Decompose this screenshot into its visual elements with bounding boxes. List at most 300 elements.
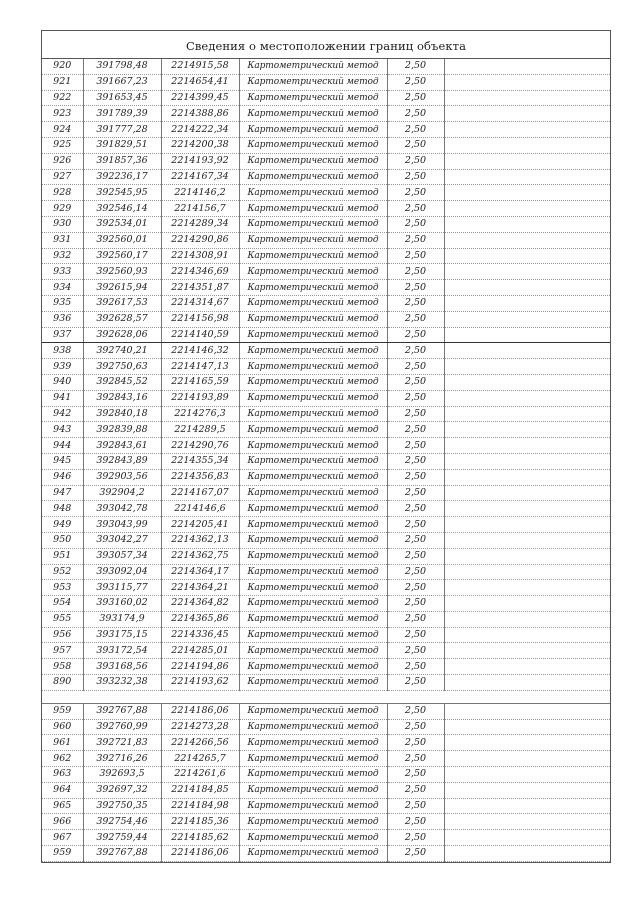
precision-cell: 2,50	[387, 374, 444, 390]
point-number: 928	[42, 185, 83, 201]
method-cell: Картометрический метод	[239, 232, 387, 248]
precision-cell: 2,50	[387, 453, 444, 469]
extra-cell	[444, 627, 610, 643]
method-cell: Картометрический метод	[239, 703, 387, 719]
extra-cell	[444, 501, 610, 517]
point-number: 953	[42, 580, 83, 596]
method-cell: Картометрический метод	[239, 280, 387, 296]
extra-cell	[444, 406, 610, 422]
table-row	[42, 390, 610, 406]
point-number: 950	[42, 532, 83, 548]
table-row	[42, 232, 610, 248]
y-coordinate: 2214185,62	[161, 830, 239, 846]
y-coordinate: 2214194,86	[161, 659, 239, 675]
precision-cell: 2,50	[387, 343, 444, 359]
method-cell: Картометрический метод	[239, 611, 387, 627]
method-cell: Картометрический метод	[239, 564, 387, 580]
method-cell: Картометрический метод	[239, 814, 387, 830]
method-cell: Картометрический метод	[239, 74, 387, 90]
method-cell: Картометрический метод	[239, 295, 387, 311]
extra-cell	[444, 485, 610, 501]
x-coordinate: 392697,32	[83, 782, 161, 798]
method-cell: Картометрический метод	[239, 406, 387, 422]
table-row	[42, 580, 610, 596]
method-cell: Картометрический метод	[239, 374, 387, 390]
method-cell: Картометрический метод	[239, 137, 387, 153]
table-row	[42, 719, 610, 735]
extra-cell	[444, 422, 610, 438]
contour-1-rows	[42, 59, 610, 690]
extra-cell	[444, 453, 610, 469]
y-coordinate: 2214364,82	[161, 596, 239, 612]
precision-cell: 2,50	[387, 501, 444, 517]
table-row	[42, 675, 610, 691]
point-number: 967	[42, 830, 83, 846]
point-number: 962	[42, 751, 83, 767]
x-coordinate: 392759,44	[83, 830, 161, 846]
method-cell: Картометрический метод	[239, 90, 387, 106]
precision-cell: 2,50	[387, 122, 444, 138]
method-cell: Картометрический метод	[239, 767, 387, 783]
x-coordinate: 393160,02	[83, 596, 161, 612]
x-coordinate: 392839,88	[83, 422, 161, 438]
precision-cell: 2,50	[387, 280, 444, 296]
method-cell: Картометрический метод	[239, 501, 387, 517]
y-coordinate: 2214654,41	[161, 74, 239, 90]
x-coordinate: 392534,01	[83, 216, 161, 232]
y-coordinate: 2214146,32	[161, 343, 239, 359]
y-coordinate: 2214146,6	[161, 501, 239, 517]
precision-cell: 2,50	[387, 469, 444, 485]
method-cell: Картометрический метод	[239, 517, 387, 533]
table-row	[42, 501, 610, 517]
precision-cell: 2,50	[387, 422, 444, 438]
y-coordinate: 2214915,58	[161, 59, 239, 74]
precision-cell: 2,50	[387, 532, 444, 548]
table-row	[42, 596, 610, 612]
method-cell: Картометрический метод	[239, 627, 387, 643]
x-coordinate: 392767,88	[83, 846, 161, 862]
extra-cell	[444, 232, 610, 248]
point-number: 937	[42, 327, 83, 343]
table-row	[42, 846, 610, 862]
table-row	[42, 564, 610, 580]
y-coordinate: 2214364,17	[161, 564, 239, 580]
point-number: 964	[42, 782, 83, 798]
x-coordinate: 392628,57	[83, 311, 161, 327]
extra-cell	[444, 798, 610, 814]
document-title: Сведения о местоположении границ объекта	[42, 31, 610, 59]
y-coordinate: 2214285,01	[161, 643, 239, 659]
precision-cell: 2,50	[387, 627, 444, 643]
method-cell: Картометрический метод	[239, 201, 387, 217]
precision-cell: 2,50	[387, 248, 444, 264]
x-coordinate: 393043,99	[83, 517, 161, 533]
method-cell: Картометрический метод	[239, 185, 387, 201]
table-row	[42, 485, 610, 501]
table-row	[42, 469, 610, 485]
x-coordinate: 393172,54	[83, 643, 161, 659]
point-number: 931	[42, 232, 83, 248]
y-coordinate: 2214205,41	[161, 517, 239, 533]
table-row	[42, 611, 610, 627]
precision-cell: 2,50	[387, 359, 444, 375]
table-row	[42, 532, 610, 548]
table-row	[42, 74, 610, 90]
table-row	[42, 122, 610, 138]
y-coordinate: 2214184,85	[161, 782, 239, 798]
method-cell: Картометрический метод	[239, 248, 387, 264]
method-cell: Картометрический метод	[239, 580, 387, 596]
extra-cell	[444, 122, 610, 138]
y-coordinate: 2214336,45	[161, 627, 239, 643]
method-cell: Картометрический метод	[239, 532, 387, 548]
table-row	[42, 264, 610, 280]
point-number: 947	[42, 485, 83, 501]
table-row	[42, 280, 610, 296]
extra-cell	[444, 185, 610, 201]
precision-cell: 2,50	[387, 137, 444, 153]
y-coordinate: 2214276,3	[161, 406, 239, 422]
x-coordinate: 392750,35	[83, 798, 161, 814]
x-coordinate: 391798,48	[83, 59, 161, 74]
precision-cell: 2,50	[387, 169, 444, 185]
method-cell: Картометрический метод	[239, 675, 387, 691]
y-coordinate: 2214193,62	[161, 675, 239, 691]
x-coordinate: 393174,9	[83, 611, 161, 627]
extra-cell	[444, 137, 610, 153]
y-coordinate: 2214156,7	[161, 201, 239, 217]
x-coordinate: 392560,17	[83, 248, 161, 264]
x-coordinate: 391789,39	[83, 106, 161, 122]
y-coordinate: 2214167,34	[161, 169, 239, 185]
table-row	[42, 90, 610, 106]
x-coordinate: 392754,46	[83, 814, 161, 830]
method-cell: Картометрический метод	[239, 438, 387, 454]
y-coordinate: 2214356,83	[161, 469, 239, 485]
x-coordinate: 392628,06	[83, 327, 161, 343]
point-number: 965	[42, 798, 83, 814]
precision-cell: 2,50	[387, 580, 444, 596]
table-row	[42, 137, 610, 153]
y-coordinate: 2214222,34	[161, 122, 239, 138]
precision-cell: 2,50	[387, 485, 444, 501]
extra-cell	[444, 548, 610, 564]
method-cell: Картометрический метод	[239, 216, 387, 232]
x-coordinate: 392617,53	[83, 295, 161, 311]
x-coordinate: 392615,94	[83, 280, 161, 296]
precision-cell: 2,50	[387, 596, 444, 612]
x-coordinate: 393175,15	[83, 627, 161, 643]
point-number: 922	[42, 90, 83, 106]
point-number: 966	[42, 814, 83, 830]
x-coordinate: 392693,5	[83, 767, 161, 783]
y-coordinate: 2214290,76	[161, 438, 239, 454]
extra-cell	[444, 311, 610, 327]
point-number: 933	[42, 264, 83, 280]
table-row	[42, 359, 610, 375]
extra-cell	[444, 659, 610, 675]
precision-cell: 2,50	[387, 675, 444, 691]
point-number: 927	[42, 169, 83, 185]
point-number: 929	[42, 201, 83, 217]
table-row	[42, 735, 610, 751]
point-number: 954	[42, 596, 83, 612]
extra-cell	[444, 675, 610, 691]
extra-cell	[444, 374, 610, 390]
extra-cell	[444, 343, 610, 359]
precision-cell: 2,50	[387, 643, 444, 659]
precision-cell: 2,50	[387, 751, 444, 767]
extra-cell	[444, 469, 610, 485]
y-coordinate: 2214156,98	[161, 311, 239, 327]
method-cell: Картометрический метод	[239, 735, 387, 751]
precision-cell: 2,50	[387, 735, 444, 751]
point-number: 942	[42, 406, 83, 422]
method-cell: Картометрический метод	[239, 122, 387, 138]
table-row	[42, 169, 610, 185]
table-row	[42, 153, 610, 169]
extra-cell	[444, 201, 610, 217]
table-row	[42, 295, 610, 311]
x-coordinate: 392740,21	[83, 343, 161, 359]
extra-cell	[444, 735, 610, 751]
point-number: 959	[42, 846, 83, 862]
x-coordinate: 392546,14	[83, 201, 161, 217]
point-number: 932	[42, 248, 83, 264]
table-row	[42, 201, 610, 217]
x-coordinate: 393057,34	[83, 548, 161, 564]
table-row	[42, 438, 610, 454]
extra-cell	[444, 74, 610, 90]
method-cell: Картометрический метод	[239, 343, 387, 359]
y-coordinate: 2214351,87	[161, 280, 239, 296]
precision-cell: 2,50	[387, 406, 444, 422]
precision-cell: 2,50	[387, 201, 444, 217]
precision-cell: 2,50	[387, 327, 444, 343]
extra-cell	[444, 280, 610, 296]
point-number: 949	[42, 517, 83, 533]
extra-cell	[444, 580, 610, 596]
method-cell: Картометрический метод	[239, 751, 387, 767]
point-number: 952	[42, 564, 83, 580]
y-coordinate: 2214193,89	[161, 390, 239, 406]
point-number: 925	[42, 137, 83, 153]
precision-cell: 2,50	[387, 719, 444, 735]
method-cell: Картометрический метод	[239, 782, 387, 798]
point-number: 938	[42, 343, 83, 359]
precision-cell: 2,50	[387, 830, 444, 846]
contour-separator	[42, 690, 610, 703]
extra-cell	[444, 564, 610, 580]
table-row	[42, 643, 610, 659]
extra-cell	[444, 390, 610, 406]
table-row	[42, 659, 610, 675]
precision-cell: 2,50	[387, 216, 444, 232]
point-number: 957	[42, 643, 83, 659]
table-row	[42, 830, 610, 846]
point-number: 890	[42, 675, 83, 691]
precision-cell: 2,50	[387, 295, 444, 311]
x-coordinate: 393042,78	[83, 501, 161, 517]
y-coordinate: 2214308,91	[161, 248, 239, 264]
document-sheet	[41, 30, 611, 863]
point-number: 944	[42, 438, 83, 454]
x-coordinate: 391667,23	[83, 74, 161, 90]
extra-cell	[444, 264, 610, 280]
x-coordinate: 393042,27	[83, 532, 161, 548]
method-cell: Картометрический метод	[239, 453, 387, 469]
x-coordinate: 392903,56	[83, 469, 161, 485]
method-cell: Картометрический метод	[239, 390, 387, 406]
extra-cell	[444, 169, 610, 185]
method-cell: Картометрический метод	[239, 485, 387, 501]
table-row	[42, 59, 610, 74]
extra-cell	[444, 532, 610, 548]
table-row	[42, 627, 610, 643]
method-cell: Картометрический метод	[239, 469, 387, 485]
x-coordinate: 392843,61	[83, 438, 161, 454]
x-coordinate: 392904,2	[83, 485, 161, 501]
precision-cell: 2,50	[387, 517, 444, 533]
point-number: 951	[42, 548, 83, 564]
table-row	[42, 453, 610, 469]
x-coordinate: 393168,56	[83, 659, 161, 675]
method-cell: Картометрический метод	[239, 846, 387, 862]
point-number: 924	[42, 122, 83, 138]
point-number: 945	[42, 453, 83, 469]
y-coordinate: 2214290,86	[161, 232, 239, 248]
point-number: 961	[42, 735, 83, 751]
method-cell: Картометрический метод	[239, 153, 387, 169]
y-coordinate: 2214314,67	[161, 295, 239, 311]
point-number: 956	[42, 627, 83, 643]
extra-cell	[444, 782, 610, 798]
method-cell: Картометрический метод	[239, 830, 387, 846]
precision-cell: 2,50	[387, 153, 444, 169]
x-coordinate: 392840,18	[83, 406, 161, 422]
y-coordinate: 2214200,38	[161, 137, 239, 153]
method-cell: Картометрический метод	[239, 596, 387, 612]
y-coordinate: 2214184,98	[161, 798, 239, 814]
extra-cell	[444, 295, 610, 311]
precision-cell: 2,50	[387, 438, 444, 454]
extra-cell	[444, 719, 610, 735]
table-row	[42, 374, 610, 390]
precision-cell: 2,50	[387, 767, 444, 783]
point-number: 935	[42, 295, 83, 311]
extra-cell	[444, 846, 610, 862]
x-coordinate: 392843,89	[83, 453, 161, 469]
method-cell: Картометрический метод	[239, 659, 387, 675]
table-row	[42, 767, 610, 783]
table-row	[42, 782, 610, 798]
precision-cell: 2,50	[387, 548, 444, 564]
y-coordinate: 2214266,56	[161, 735, 239, 751]
table-row	[42, 517, 610, 533]
x-coordinate: 391857,36	[83, 153, 161, 169]
x-coordinate: 392716,26	[83, 751, 161, 767]
coordinates-table	[42, 59, 610, 862]
contour-2-rows	[42, 703, 610, 861]
precision-cell: 2,50	[387, 185, 444, 201]
precision-cell: 2,50	[387, 264, 444, 280]
method-cell: Картометрический метод	[239, 169, 387, 185]
method-cell: Картометрический метод	[239, 311, 387, 327]
table-row	[42, 106, 610, 122]
table-row	[42, 311, 610, 327]
extra-cell	[444, 767, 610, 783]
extra-cell	[444, 517, 610, 533]
method-cell: Картометрический метод	[239, 359, 387, 375]
point-number: 946	[42, 469, 83, 485]
extra-cell	[444, 59, 610, 74]
y-coordinate: 2214289,34	[161, 216, 239, 232]
y-coordinate: 2214362,13	[161, 532, 239, 548]
table-row	[42, 248, 610, 264]
y-coordinate: 2214185,36	[161, 814, 239, 830]
y-coordinate: 2214165,59	[161, 374, 239, 390]
method-cell: Картометрический метод	[239, 548, 387, 564]
y-coordinate: 2214362,75	[161, 548, 239, 564]
y-coordinate: 2214193,92	[161, 153, 239, 169]
y-coordinate: 2214289,5	[161, 422, 239, 438]
precision-cell: 2,50	[387, 311, 444, 327]
precision-cell: 2,50	[387, 814, 444, 830]
point-number: 940	[42, 374, 83, 390]
table-row	[42, 703, 610, 719]
point-number: 943	[42, 422, 83, 438]
table-row	[42, 548, 610, 564]
extra-cell	[444, 703, 610, 719]
y-coordinate: 2214265,7	[161, 751, 239, 767]
precision-cell: 2,50	[387, 59, 444, 74]
x-coordinate: 391653,45	[83, 90, 161, 106]
point-number: 948	[42, 501, 83, 517]
x-coordinate: 393232,38	[83, 675, 161, 691]
point-number: 920	[42, 59, 83, 74]
precision-cell: 2,50	[387, 703, 444, 719]
precision-cell: 2,50	[387, 232, 444, 248]
x-coordinate: 392845,52	[83, 374, 161, 390]
y-coordinate: 2214399,45	[161, 90, 239, 106]
table-row	[42, 798, 610, 814]
method-cell: Картометрический метод	[239, 798, 387, 814]
extra-cell	[444, 438, 610, 454]
table-row	[42, 185, 610, 201]
precision-cell: 2,50	[387, 390, 444, 406]
extra-cell	[444, 106, 610, 122]
extra-cell	[444, 327, 610, 343]
x-coordinate: 392721,83	[83, 735, 161, 751]
x-coordinate: 391777,28	[83, 122, 161, 138]
x-coordinate: 392767,88	[83, 703, 161, 719]
table-row	[42, 216, 610, 232]
y-coordinate: 2214167,07	[161, 485, 239, 501]
y-coordinate: 2214261,6	[161, 767, 239, 783]
table-row	[42, 406, 610, 422]
precision-cell: 2,50	[387, 846, 444, 862]
method-cell: Картометрический метод	[239, 643, 387, 659]
point-number: 921	[42, 74, 83, 90]
precision-cell: 2,50	[387, 782, 444, 798]
extra-cell	[444, 359, 610, 375]
y-coordinate: 2214346,69	[161, 264, 239, 280]
y-coordinate: 2214186,06	[161, 846, 239, 862]
point-number: 936	[42, 311, 83, 327]
method-cell: Картометрический метод	[239, 264, 387, 280]
precision-cell: 2,50	[387, 611, 444, 627]
